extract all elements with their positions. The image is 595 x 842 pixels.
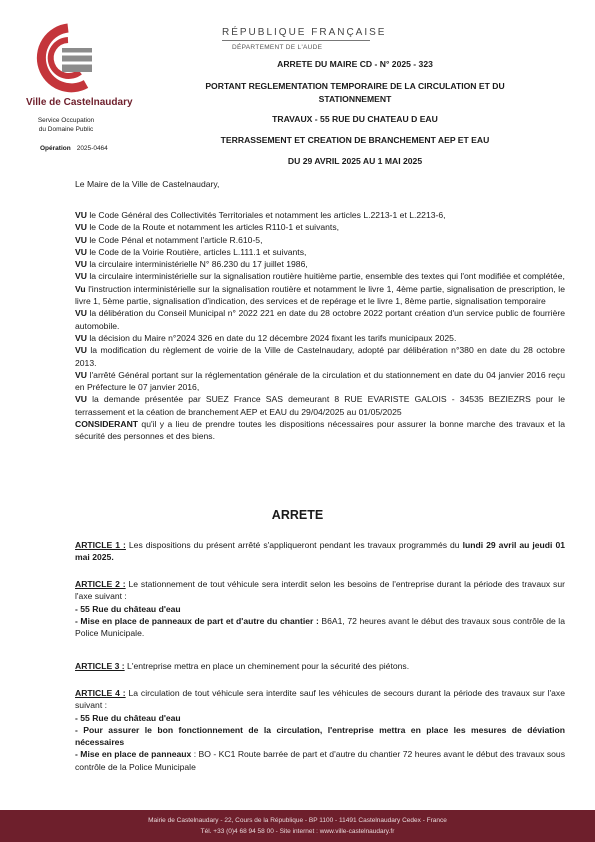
vu-item: [75, 332, 565, 344]
vu-text: la modification du règlement de voirie de la Ville de Castelnaudary, adopté par délibération n°380 en date du 28 octobre 2013.: [75, 345, 565, 368]
vu-item: [75, 234, 565, 246]
vu-keyword: VU: [75, 308, 87, 319]
vu-text: la décision du Maire n°2024 326 en date du 12 décembre 2024 fixant les tarifs municipaux 2025.: [86, 332, 457, 343]
vu-keyword: VU: [75, 271, 87, 282]
ville-name: Ville de Castelnaudary: [26, 97, 133, 108]
article-4-label: ARTICLE 4 :: [75, 688, 126, 698]
article-2-panneaux-text: B6A1, 72 heures avant le début des travaux sous contrôle de la Police Municipale.: [75, 615, 565, 639]
vu-item: [75, 344, 565, 369]
article-4-panneaux-text: : BO - KC1 Route barrée de part et d'autre du chantier 72 heures avant le début des travaux sous contrôle de la Police Municipale: [75, 749, 565, 772]
service-line-2: du Domaine Public: [38, 125, 94, 133]
arrete-number: ARRETE DU MAIRE CD - N° 2025 - 323: [277, 59, 433, 69]
vu-text: la demande présentée par SUEZ France SAS demeurant 8 RUE EVARISTE GALOIS - 34535 BEZIEZRS pour le terrassement et la céation de branchement AEP et EAU du 29/04/2025 au 01/05/2025: [75, 394, 565, 417]
vu-text: le Code Général des Collectivités Territoriales et notamment les articles L.2213-1 et L.2213-6,: [86, 210, 446, 220]
title-dates: DU 29 AVRIL 2025 AU 1 MAI 2025: [287, 156, 423, 166]
vu-text: l'instruction interministérielle sur la signalisation routière et notamment le livre 1, 4ème partie, signalisation de prescription, le livre 1, 5ème partie, signalisation d'indication, des services et de repérage et le livre 1, 8ème partie, signalisation temporaire: [75, 283, 565, 307]
vu-list: [75, 209, 565, 443]
vu-text: la circulaire interministérielle N° 86.230 du 17 juillet 1986,: [86, 259, 308, 270]
intro-text: Le Maire de la Ville de Castelnaudary,: [75, 179, 220, 189]
vu-keyword: VU: [75, 246, 87, 257]
departement-label: DÉPARTEMENT DE L'AUDE: [232, 44, 323, 51]
vu-text: la circulaire interministérielle sur la signalisation routière huitième partie, ensemble des textes qui l'ont modifiée et complétée,: [86, 271, 565, 282]
title-travaux: TRAVAUX - 55 RUE DU CHATEAU D EAU: [272, 114, 438, 124]
service-label: [20, 117, 112, 134]
vu-keyword: VU: [75, 259, 87, 270]
header-rule: [222, 40, 370, 41]
service-line-1: Service Occupation: [37, 117, 95, 124]
vu-item: [75, 369, 565, 394]
footer-address: Mairie de Castelnaudary - 22, Cours de la République - BP 1100 - 11491 Castelnaudary Cedex - France: [148, 817, 447, 824]
footer-contact: Tél. +33 (0)4 68 94 58 00 - Site internet : www.ville-castelnaudary.fr: [200, 828, 395, 835]
article-1: [75, 539, 565, 564]
title-line-3: STATIONNEMENT: [318, 94, 392, 104]
vu-item: [75, 209, 565, 221]
vu-keyword: Vu: [75, 283, 86, 294]
republique-francaise-heading: RÉPUBLIQUE FRANÇAISE: [222, 27, 387, 38]
vu-text: la délibération du Conseil Municipal n° 2022 221 en date du 28 octobre 2022 portant création d'un service public de fourrière automobile.: [75, 308, 565, 331]
article-2-street: - 55 Rue du château d'eau: [75, 603, 181, 614]
arrete-heading: ARRETE: [271, 508, 324, 522]
article-3: [75, 660, 565, 672]
article-3-label: ARTICLE 3 :: [75, 661, 125, 671]
vu-keyword: VU: [75, 210, 87, 220]
vu-text: le Code de la Voirie Routière, articles L.111.1 et suivants,: [86, 246, 307, 257]
operation-label: Opération 2025-0464: [40, 145, 108, 152]
vu-item: [75, 418, 565, 443]
vu-item: [75, 246, 565, 258]
title-line-2: PORTANT REGLEMENTATION TEMPORAIRE DE LA CIRCULATION ET DU: [205, 81, 505, 91]
vu-keyword: VU: [75, 369, 87, 380]
vu-item: [75, 258, 565, 270]
vu-text: le Code de la Route et notamment les articles R110-1 et suivants,: [86, 222, 340, 233]
vu-text: l'arrêté Général portant sur la réglementation générale de la circulation et du stationnement en date du 04 janvier 2016 reçu en Préfecture le 07 janvier 2016,: [75, 369, 565, 393]
vu-item: [75, 307, 565, 332]
footer-bar: [0, 810, 595, 842]
article-4-panneaux: - Mise en place de panneaux: [75, 749, 192, 760]
vu-item: [75, 270, 565, 282]
vu-item: [75, 283, 565, 308]
article-2-panneaux: - Mise en place de panneaux de part et d'autre du chantier :: [75, 615, 319, 626]
vu-text: le Code Pénal et notamment l'article R.610-5,: [86, 234, 263, 245]
vu-keyword: VU: [75, 394, 87, 405]
article-4-deviation: - Pour assurer le bon fonctionnement de la circulation, l'entreprise mettra en place les mesures de déviation nécessaires: [75, 724, 565, 748]
vu-item: [75, 393, 565, 418]
article-3-text: L'entreprise mettra en place un cheminement pour la sécurité des piétons.: [124, 661, 410, 671]
article-4-text: La circulation de tout véhicule sera interdite sauf les véhicules de secours durant la période des travaux sur l'axe suivant :: [75, 688, 565, 711]
operation-value: 2025-0464: [76, 145, 108, 152]
vu-keyword: CONSIDERANT: [75, 419, 139, 430]
article-1-text: Les dispositions du présent arrêté s'appliqueront pendant les travaux programmés du: [125, 540, 463, 550]
article-1-dates: lundi 29 avril au jeudi 01 mai 2025.: [75, 540, 565, 563]
vu-keyword: VU: [75, 345, 87, 356]
castelnaudary-logo: [28, 20, 98, 103]
vu-keyword: VU: [75, 234, 87, 245]
article-4: [75, 687, 565, 773]
article-2-label: ARTICLE 2 :: [75, 579, 126, 589]
vu-item: [75, 221, 565, 233]
vu-keyword: VU: [75, 332, 87, 343]
title-terrassement: TERRASSEMENT ET CREATION DE BRANCHEMENT AEP ET EAU: [220, 135, 490, 145]
article-2-text: Le stationnement de tout véhicule sera interdit selon les besoins de l'entreprise durant la période des travaux sur l'axe suivant :: [75, 579, 565, 602]
vu-text: qu'il y a lieu de prendre toutes les dispositions nécessaires pour assurer la bonne marche des travaux et la sécurité des personnes et des biens.: [75, 419, 565, 442]
article-4-street: - 55 Rue du château d'eau: [75, 712, 181, 723]
vu-keyword: VU: [75, 222, 87, 233]
article-2: [75, 578, 565, 639]
article-1-label: ARTICLE 1 :: [75, 540, 126, 550]
